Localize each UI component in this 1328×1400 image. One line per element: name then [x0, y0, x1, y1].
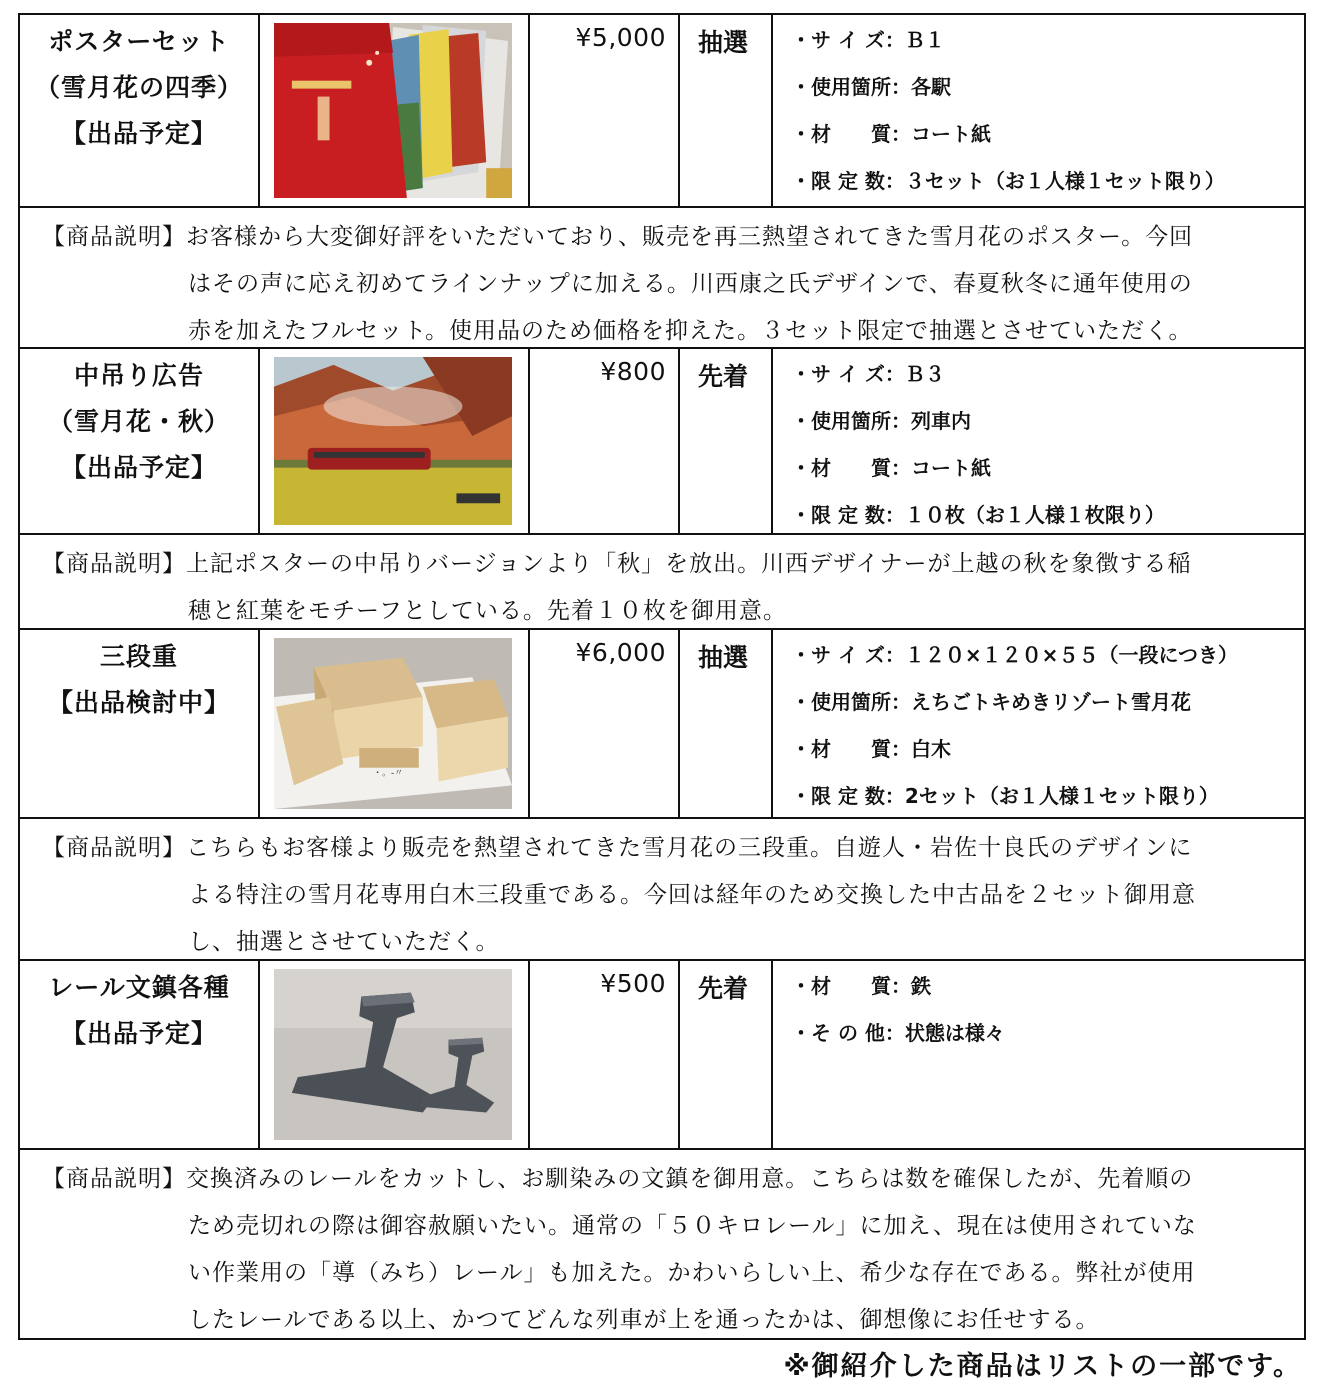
product-status: 【出品予定】 [60, 119, 217, 148]
poster-set-photo [274, 23, 512, 198]
description-text: 赤を加えたフルセット。使用品のため価格を抑えた。３セット限定で抽選とさせていただく。 [188, 318, 1193, 344]
footnote: ※御紹介した商品はリストの一部です。 [783, 1351, 1302, 1382]
sale-method: 抽選 [698, 28, 749, 57]
product-status: 【出品検討中】 [47, 688, 230, 717]
spec-size: ・サ イ ズ：１２０×１２０×５５（一段につき） [791, 643, 1239, 667]
description-label: 【商品説明】 [42, 551, 186, 577]
spec-size: ・サ イ ズ：Ｂ１ [791, 28, 945, 52]
jubako-box-photo [274, 638, 512, 809]
product-spec-cell [773, 961, 1304, 1148]
sale-method-cell [680, 349, 773, 533]
product-price-cell [530, 15, 680, 206]
description-text: こちらもお客様より販売を熱望されてきた雪月花の三段重。自遊人・岩佐十良氏のデザインに [186, 835, 1193, 861]
description-row-poster-set [20, 208, 1304, 349]
description-text: 穂と紅葉をモチーフとしている。先着１０枚を御用意。 [188, 598, 787, 624]
sale-method-cell [680, 961, 773, 1148]
spec-other: ・そ の 他：状態は様々 [791, 1021, 1005, 1045]
product-image-cell [260, 630, 530, 817]
product-name-cell [20, 961, 260, 1148]
description-text: したレールである以上、かつてどんな列車が上を通ったかは、御想像にお任せする。 [188, 1307, 1100, 1333]
product-subtitle: （雪月花の四季） [34, 73, 243, 102]
spec-size: ・サ イ ズ：Ｂ３ [791, 362, 945, 386]
product-price-cell [530, 349, 680, 533]
spec-quantity: ・限 定 数：３セット（お１人様１セット限り） [791, 169, 1225, 193]
product-description [20, 208, 1304, 355]
product-row-jubako [20, 630, 1304, 819]
product-price: ¥5,000 [575, 23, 666, 52]
product-name-cell [20, 349, 260, 533]
product-price-cell [530, 630, 680, 817]
description-text: はその声に応え初めてラインナップに加える。川西康之氏デザインで、春夏秋冬に通年使用の [188, 271, 1193, 297]
product-spec-cell [773, 15, 1304, 206]
description-text: 交換済みのレールをカットし、お馴染みの文鎮を御用意。こちらは数を確保したが、先着順の [186, 1166, 1194, 1192]
hanging-ad-photo [274, 357, 512, 525]
product-description [20, 1150, 1304, 1344]
description-text: お客様から大変御好評をいただいており、販売を再三熱望されてきた雪月花のポスター。今回 [186, 224, 1194, 250]
product-price: ¥800 [600, 357, 666, 386]
description-text: 上記ポスターの中吊りバージョンより「秋」を放出。川西デザイナーが上越の秋を象徴する稲 [186, 551, 1192, 577]
description-text: ため売切れの際は御容赦願いたい。通常の「５０キロレール」に加え、現在は使用されていな [188, 1213, 1197, 1239]
sale-method-cell [680, 15, 773, 206]
product-name: ポスターセット [48, 27, 230, 56]
spec-quantity: ・限 定 数：2セット（お１人様１セット限り） [791, 784, 1219, 808]
product-image-cell [260, 961, 530, 1148]
product-spec-cell [773, 349, 1304, 533]
product-row-hanging-ad [20, 349, 1304, 535]
sale-method: 先着 [698, 974, 749, 1003]
spec-location: ・使用箇所：列車内 [791, 409, 971, 433]
product-spec-cell [773, 630, 1304, 817]
spec-location: ・使用箇所：各駅 [791, 75, 951, 99]
description-text: し、抽選とさせていただく。 [188, 929, 500, 955]
product-name: 三段重 [99, 642, 178, 671]
description-text: よる特注の雪月花専用白木三段重である。今回は経年のため交換した中古品を２セット御用意 [188, 882, 1196, 908]
product-name-cell [20, 630, 260, 817]
product-subtitle: （雪月花・秋） [47, 407, 230, 436]
product-table [18, 13, 1306, 1340]
description-row-jubako [20, 819, 1304, 961]
product-name: 中吊り広告 [73, 361, 204, 390]
description-label: 【商品説明】 [42, 224, 186, 250]
product-name-cell [20, 15, 260, 206]
product-name: レール文鎮各種 [48, 973, 230, 1002]
description-row-rail-paperweight [20, 1150, 1304, 1340]
rail-paperweight-photo [274, 969, 512, 1140]
description-text: い作業用の「導（みち）レール」も加えた。かわいらしい上、希少な存在である。弊社が使用 [188, 1260, 1196, 1286]
spec-location: ・使用箇所：えちごトキめきリゾート雪月花 [791, 690, 1191, 714]
product-status: 【出品予定】 [60, 453, 217, 482]
spec-material: ・材 質：鉄 [791, 974, 931, 998]
spec-material: ・材 質：コート紙 [791, 456, 991, 480]
product-image-cell [260, 349, 530, 533]
product-description [20, 819, 1304, 966]
product-description [20, 535, 1304, 635]
sale-method-cell [680, 630, 773, 817]
spec-material: ・材 質：白木 [791, 737, 951, 761]
product-image-cell [260, 15, 530, 206]
description-row-hanging-ad [20, 535, 1304, 630]
spec-material: ・材 質：コート紙 [791, 122, 991, 146]
product-price: ¥500 [600, 969, 666, 998]
sale-method: 先着 [698, 362, 749, 391]
sale-method: 抽選 [698, 643, 749, 672]
svg-text:・。-〃: ・。-〃 [373, 768, 404, 779]
product-price-cell [530, 961, 680, 1148]
spec-quantity: ・限 定 数：１０枚（お１人様１枚限り） [791, 503, 1165, 527]
product-status: 【出品予定】 [60, 1019, 217, 1048]
product-row-poster-set [20, 15, 1304, 208]
description-label: 【商品説明】 [42, 835, 186, 861]
product-price: ¥6,000 [575, 638, 666, 667]
description-label: 【商品説明】 [42, 1166, 186, 1192]
product-row-rail-paperweight [20, 961, 1304, 1150]
